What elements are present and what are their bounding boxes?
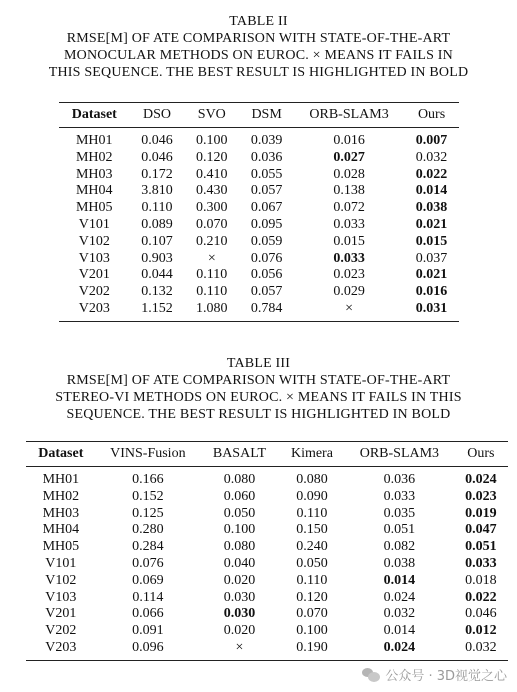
table-cell: 0.066 bbox=[132, 606, 164, 622]
table-cell: 0.056 bbox=[250, 267, 283, 283]
table-cell: 0.007 bbox=[415, 133, 448, 148]
column-header: BASALT bbox=[212, 446, 267, 461]
table3-caption bbox=[0, 355, 517, 423]
table-cell: 0.032 bbox=[383, 606, 416, 622]
table-row bbox=[26, 623, 508, 640]
table-cell: 0.784 bbox=[250, 300, 283, 316]
table-cell: 0.032 bbox=[465, 639, 497, 655]
row-label: MH03 bbox=[75, 166, 113, 182]
table-cell: 0.070 bbox=[296, 606, 328, 622]
table3-label: TABLE III bbox=[226, 356, 291, 371]
table-cell: 0.166 bbox=[132, 472, 164, 487]
row-label: MH04 bbox=[42, 522, 80, 538]
table-row bbox=[59, 128, 459, 150]
table-cell: 0.020 bbox=[223, 623, 256, 639]
table-cell: 0.022 bbox=[415, 166, 448, 182]
row-label: MH05 bbox=[75, 200, 113, 216]
table-cell: 0.040 bbox=[223, 555, 256, 571]
column-header: ORB-SLAM3 bbox=[309, 107, 389, 122]
table-cell: 0.100 bbox=[196, 133, 228, 148]
table-cell: × bbox=[207, 250, 216, 266]
table2-caption-line: MONOCULAR METHODS ON EUROC. × MEANS IT FAILS IN bbox=[64, 48, 453, 63]
table-row bbox=[26, 606, 508, 623]
table-cell: 0.903 bbox=[141, 250, 173, 266]
table-cell: 0.430 bbox=[196, 183, 228, 199]
table2-caption-line: THIS SEQUENCE. THE BEST RESULT IS HIGHLIGHTED IN BOLD bbox=[48, 65, 469, 80]
table-row bbox=[59, 284, 459, 301]
table-cell: 0.038 bbox=[383, 555, 416, 571]
table-cell: 0.014 bbox=[383, 572, 416, 588]
table-cell: 0.080 bbox=[223, 472, 256, 487]
row-label: MH05 bbox=[42, 539, 80, 555]
row-label: V103 bbox=[78, 250, 110, 266]
table-cell: 0.033 bbox=[465, 555, 497, 571]
row-label: V102 bbox=[78, 233, 110, 249]
table-cell: 0.095 bbox=[250, 216, 283, 232]
table-cell: 0.080 bbox=[296, 472, 328, 487]
table-cell: 0.060 bbox=[223, 488, 256, 504]
table2-label: TABLE II bbox=[229, 14, 288, 29]
table-cell: 0.284 bbox=[132, 539, 164, 555]
table3 bbox=[26, 441, 508, 661]
table-cell: 0.076 bbox=[132, 555, 164, 571]
table-cell: 0.029 bbox=[333, 284, 365, 300]
table-cell: 0.051 bbox=[465, 539, 497, 555]
table-cell: 0.055 bbox=[250, 166, 283, 182]
table-cell: 0.125 bbox=[132, 505, 164, 521]
table-cell: 0.030 bbox=[223, 606, 256, 622]
table-cell: 0.069 bbox=[132, 572, 164, 588]
table-row bbox=[26, 539, 508, 556]
row-label: MH03 bbox=[42, 505, 80, 521]
table-cell: 0.033 bbox=[383, 488, 416, 504]
table-cell: 1.152 bbox=[141, 300, 173, 316]
row-label: MH01 bbox=[42, 472, 80, 487]
table-cell: 0.012 bbox=[465, 623, 497, 639]
table-cell: 0.059 bbox=[250, 233, 283, 249]
row-label: V101 bbox=[78, 216, 110, 232]
column-header: Ours bbox=[417, 107, 446, 122]
table-cell: 0.046 bbox=[141, 133, 173, 148]
table-row bbox=[59, 150, 459, 167]
table-cell: 0.076 bbox=[250, 250, 283, 266]
row-label: V202 bbox=[78, 284, 110, 300]
table-row bbox=[26, 489, 508, 506]
table-cell: 0.016 bbox=[415, 284, 448, 300]
column-header: Kimera bbox=[290, 446, 333, 461]
table-row bbox=[26, 467, 508, 489]
table-cell: 0.072 bbox=[333, 200, 365, 216]
row-label: V201 bbox=[45, 606, 77, 622]
table-cell: 0.110 bbox=[141, 200, 173, 216]
row-label: V203 bbox=[45, 639, 77, 655]
table-cell: 0.100 bbox=[296, 623, 328, 639]
table-cell: 1.080 bbox=[196, 300, 228, 316]
table-cell: 0.070 bbox=[196, 216, 228, 232]
table-cell: 0.120 bbox=[296, 589, 328, 605]
table-row bbox=[59, 217, 459, 234]
table-cell: 0.015 bbox=[415, 233, 448, 249]
table3-header-row bbox=[26, 442, 508, 467]
table2-caption bbox=[0, 13, 517, 81]
table-cell: 0.023 bbox=[465, 488, 497, 504]
table-cell: 0.089 bbox=[141, 216, 173, 232]
table-cell: 0.057 bbox=[250, 183, 283, 199]
table-cell: 0.044 bbox=[141, 267, 173, 283]
table-cell: 0.031 bbox=[415, 300, 448, 316]
row-label: V201 bbox=[78, 267, 110, 283]
table2-body bbox=[59, 128, 459, 322]
table-row bbox=[26, 522, 508, 539]
table-cell: 0.051 bbox=[383, 522, 416, 538]
table-cell: 0.300 bbox=[196, 200, 228, 216]
table-row bbox=[59, 200, 459, 217]
table-cell: 0.038 bbox=[415, 200, 448, 216]
table-cell: 0.039 bbox=[250, 133, 283, 148]
table-cell: 0.015 bbox=[333, 233, 365, 249]
table-cell: 0.110 bbox=[296, 572, 328, 588]
table-row bbox=[59, 251, 459, 268]
table-row bbox=[26, 556, 508, 573]
table2 bbox=[59, 102, 459, 322]
table-cell: 0.032 bbox=[415, 149, 448, 165]
table-cell: 0.020 bbox=[223, 572, 256, 588]
table-cell: 0.014 bbox=[415, 183, 448, 199]
table-cell: 0.107 bbox=[141, 233, 173, 249]
table-cell: 3.810 bbox=[141, 183, 173, 199]
table-cell: 0.152 bbox=[132, 488, 164, 504]
table-cell: 0.024 bbox=[383, 589, 416, 605]
table-cell: × bbox=[235, 639, 244, 655]
table-cell: 0.067 bbox=[250, 200, 283, 216]
table3-caption-line: RMSE[M] OF ATE COMPARISON WITH STATE-OF-THE-ART bbox=[66, 373, 451, 388]
table-row bbox=[59, 183, 459, 200]
table-cell: 0.050 bbox=[296, 555, 328, 571]
table-cell: 0.096 bbox=[132, 639, 164, 655]
table-row bbox=[26, 506, 508, 523]
table-row bbox=[26, 590, 508, 607]
table-cell: 0.091 bbox=[132, 623, 164, 639]
table-row bbox=[59, 301, 459, 321]
row-label: V103 bbox=[45, 589, 77, 605]
table-cell: 0.080 bbox=[223, 539, 256, 555]
table-cell: 0.014 bbox=[383, 623, 416, 639]
table-cell: 0.090 bbox=[296, 488, 328, 504]
table-cell: 0.028 bbox=[333, 166, 365, 182]
column-header: VINS-Fusion bbox=[110, 446, 186, 461]
table-cell: 0.036 bbox=[250, 149, 283, 165]
table-cell: 0.046 bbox=[141, 149, 173, 165]
column-header: Dataset bbox=[38, 446, 84, 461]
column-header: Dataset bbox=[71, 107, 117, 122]
column-header: SVO bbox=[197, 107, 226, 122]
table-cell: 0.046 bbox=[465, 606, 497, 622]
row-label: V102 bbox=[45, 572, 77, 588]
column-header: ORB-SLAM3 bbox=[359, 446, 440, 461]
table-cell: 0.120 bbox=[196, 149, 228, 165]
wechat-icon bbox=[362, 668, 380, 682]
table-row bbox=[59, 234, 459, 251]
row-label: MH02 bbox=[42, 488, 80, 504]
table2-caption-line: RMSE[M] OF ATE COMPARISON WITH STATE-OF-THE-ART bbox=[66, 31, 451, 46]
row-label: V202 bbox=[45, 623, 77, 639]
table3-caption-line: STEREO-VI METHODS ON EUROC. × MEANS IT FAILS IN THIS bbox=[55, 390, 462, 405]
table-cell: 0.110 bbox=[296, 505, 328, 521]
table-cell: 0.019 bbox=[465, 505, 497, 521]
table-row bbox=[59, 167, 459, 184]
table-cell: 0.082 bbox=[383, 539, 416, 555]
table-cell: 0.110 bbox=[196, 267, 228, 283]
table-cell: 0.280 bbox=[132, 522, 164, 538]
table-cell: 0.047 bbox=[465, 522, 497, 538]
table-cell: 0.114 bbox=[132, 589, 164, 605]
table-cell: 0.410 bbox=[196, 166, 228, 182]
table-cell: 0.037 bbox=[415, 250, 448, 266]
table-cell: 0.150 bbox=[296, 522, 328, 538]
column-header: DSM bbox=[251, 107, 282, 122]
table-cell: 0.021 bbox=[415, 216, 448, 232]
table3-body bbox=[26, 467, 508, 661]
table-cell: 0.022 bbox=[465, 589, 497, 605]
table-cell: 0.132 bbox=[141, 284, 173, 300]
table-cell: 0.024 bbox=[465, 472, 497, 487]
table-cell: 0.172 bbox=[141, 166, 173, 182]
table-cell: 0.033 bbox=[333, 216, 365, 232]
table-row bbox=[26, 640, 508, 660]
row-label: V101 bbox=[45, 555, 77, 571]
table-cell: 0.240 bbox=[296, 539, 328, 555]
row-label: MH04 bbox=[75, 183, 113, 199]
table-cell: 0.024 bbox=[383, 639, 416, 655]
table-cell: 0.016 bbox=[333, 133, 365, 148]
row-label: MH01 bbox=[75, 133, 113, 148]
table3-caption-line: SEQUENCE. THE BEST RESULT IS HIGHLIGHTED IN BOLD bbox=[66, 407, 451, 422]
table-cell: × bbox=[345, 300, 354, 316]
table-cell: 0.023 bbox=[333, 267, 365, 283]
table-cell: 0.190 bbox=[296, 639, 328, 655]
table-cell: 0.036 bbox=[383, 472, 416, 487]
table-cell: 0.030 bbox=[223, 589, 256, 605]
row-label: MH02 bbox=[75, 149, 113, 165]
table-cell: 0.057 bbox=[250, 284, 283, 300]
table2-header-row bbox=[59, 103, 459, 128]
table-cell: 0.033 bbox=[333, 250, 365, 266]
table-cell: 0.021 bbox=[415, 267, 448, 283]
table-cell: 0.100 bbox=[223, 522, 256, 538]
table-cell: 0.050 bbox=[223, 505, 256, 521]
watermark-text: 公众号 · 3D视觉之心 bbox=[385, 669, 507, 684]
table-row bbox=[59, 267, 459, 284]
column-header: DSO bbox=[142, 107, 171, 122]
watermark bbox=[362, 665, 507, 684]
column-header: Ours bbox=[467, 446, 495, 461]
table-cell: 0.110 bbox=[196, 284, 228, 300]
table-cell: 0.027 bbox=[333, 149, 365, 165]
table-cell: 0.018 bbox=[465, 572, 497, 588]
table-row bbox=[26, 573, 508, 590]
table-cell: 0.210 bbox=[196, 233, 228, 249]
table-cell: 0.138 bbox=[333, 183, 365, 199]
table-cell: 0.035 bbox=[383, 505, 416, 521]
row-label: V203 bbox=[78, 300, 110, 316]
